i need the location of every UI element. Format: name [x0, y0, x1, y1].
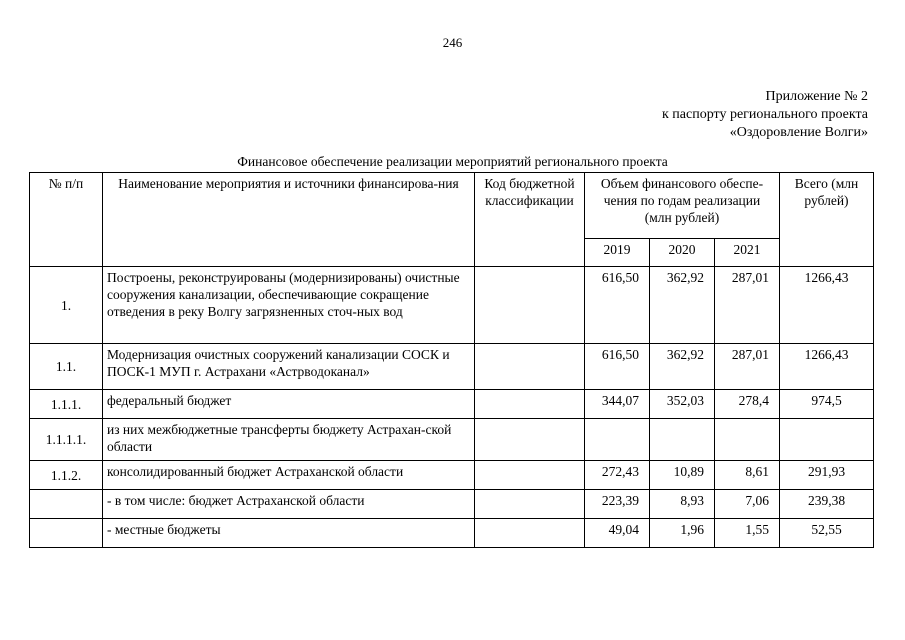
- row-2019: 344,07: [585, 390, 650, 419]
- row-name: - местные бюджеты: [103, 519, 475, 548]
- row-2019: 616,50: [585, 267, 650, 344]
- row-2020: 352,03: [650, 390, 715, 419]
- row-total: [780, 419, 874, 461]
- table-row: [30, 344, 874, 390]
- row-2021: [715, 419, 780, 461]
- header-total: Всего (млн рублей): [780, 173, 874, 267]
- row-total: 239,38: [780, 490, 874, 519]
- row-2020: 362,92: [650, 267, 715, 344]
- row-total: 291,93: [780, 461, 874, 490]
- row-num: 1.1.1.1.: [30, 419, 103, 461]
- row-num: 1.: [30, 267, 103, 344]
- row-2019: 49,04: [585, 519, 650, 548]
- row-2020: [650, 419, 715, 461]
- row-total: 1266,43: [780, 344, 874, 390]
- header-num: № п/п: [30, 173, 103, 267]
- row-code: [475, 519, 585, 548]
- row-2020: 8,93: [650, 490, 715, 519]
- row-2021: 287,01: [715, 344, 780, 390]
- page-number: 246: [442, 35, 463, 50]
- row-2020: 362,92: [650, 344, 715, 390]
- row-total: 1266,43: [780, 267, 874, 344]
- row-2021: 7,06: [715, 490, 780, 519]
- row-2021: 1,55: [715, 519, 780, 548]
- table-title: Финансовое обеспечение реализации мероприятий регионального проекта: [237, 154, 668, 169]
- row-name: Модернизация очистных сооружений канализации СОСК и ПОСК-1 МУП г. Астрахани «Астрводоканал»: [103, 344, 475, 390]
- row-code: [475, 490, 585, 519]
- table-row: [30, 267, 874, 344]
- row-total: 974,5: [780, 390, 874, 419]
- row-num: [30, 490, 103, 519]
- row-total: 52,55: [780, 519, 874, 548]
- financing-table: [29, 172, 874, 548]
- row-name: федеральный бюджет: [103, 390, 475, 419]
- row-code: [475, 267, 585, 344]
- row-num: [30, 519, 103, 548]
- row-name: - в том числе: бюджет Астраханской области: [103, 490, 475, 519]
- appendix-line-3: «Оздоровление Волги»: [729, 125, 868, 140]
- row-code: [475, 344, 585, 390]
- table-row: [30, 390, 874, 419]
- table-row: [30, 461, 874, 490]
- row-num: 1.1.: [30, 344, 103, 390]
- row-code: [475, 390, 585, 419]
- table-row: [30, 490, 874, 519]
- row-2019: 272,43: [585, 461, 650, 490]
- row-num: 1.1.1.: [30, 390, 103, 419]
- header-name: Наименование мероприятия и источники финансирова-ния: [103, 173, 475, 267]
- appendix-line-2: к паспорту регионального проекта: [662, 107, 868, 122]
- row-2021: 287,01: [715, 267, 780, 344]
- row-2020: 10,89: [650, 461, 715, 490]
- row-2019: 223,39: [585, 490, 650, 519]
- row-name: Построены, реконструированы (модернизированы) очистные сооружения канализации, обеспечивающие сокращение отведения в реку Волгу загрязненных сточ-ных вод: [103, 267, 475, 344]
- row-2021: 8,61: [715, 461, 780, 490]
- table-row: [30, 419, 874, 461]
- header-code: Код бюджетной классификации: [475, 173, 585, 267]
- table-row: [30, 519, 874, 548]
- header-year-2020: 2020: [650, 239, 715, 267]
- row-2021: 278,4: [715, 390, 780, 419]
- row-name: консолидированный бюджет Астраханской области: [103, 461, 475, 490]
- row-name: из них межбюджетные трансферты бюджету Астрахан-ской области: [103, 419, 475, 461]
- header-year-2021: 2021: [715, 239, 780, 267]
- row-code: [475, 419, 585, 461]
- appendix-heading: [662, 88, 868, 142]
- row-2019: [585, 419, 650, 461]
- row-2020: 1,96: [650, 519, 715, 548]
- appendix-line-1: Приложение № 2: [765, 89, 868, 104]
- row-num: 1.1.2.: [30, 461, 103, 490]
- row-2019: 616,50: [585, 344, 650, 390]
- header-year-2019: 2019: [585, 239, 650, 267]
- header-volume: Объем финансового обеспе-чения по годам реализации (млн рублей): [585, 173, 780, 239]
- row-code: [475, 461, 585, 490]
